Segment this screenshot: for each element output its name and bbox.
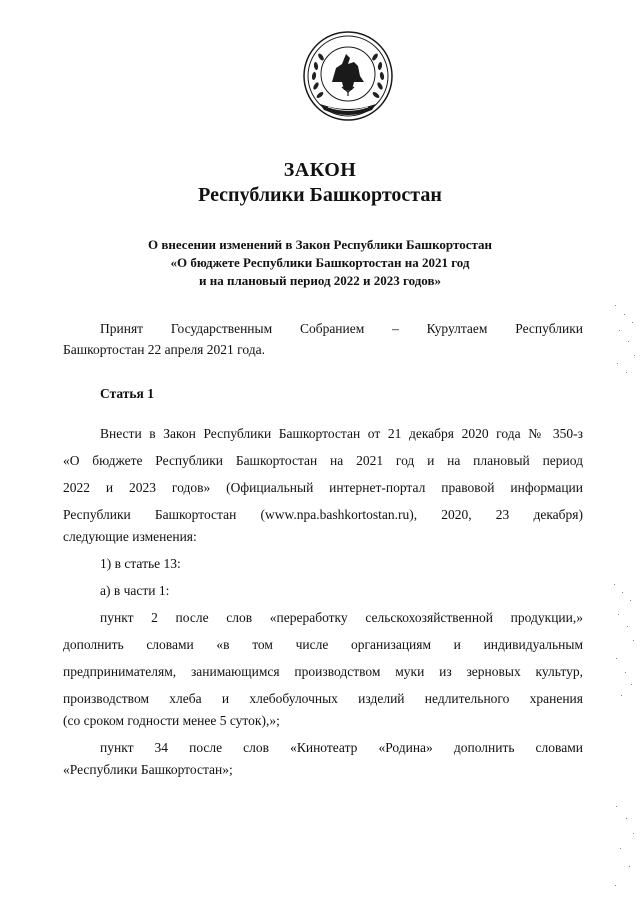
body-line: пункт 34 после слов «Кинотеатр «Родина» дополнить словами: [100, 740, 583, 755]
body-line: Республики Башкортостан (www.npa.bashkortostan.ru), 2020, 23 декабря): [63, 507, 583, 522]
scan-noise: [612, 800, 638, 900]
adoption-line: Принят Государственным Собранием – Курултаем Республики: [100, 321, 583, 336]
body-line: предпринимателям, занимающимся производством муки из зерновых культур,: [63, 664, 583, 679]
body-line: Внести в Закон Республики Башкортостан от 21 декабря 2020 года № 350-з: [100, 426, 583, 441]
body-line: «Республики Башкортостан»;: [63, 762, 233, 777]
body-line: следующие изменения:: [63, 529, 197, 544]
body-line: «О бюджете Республики Башкортостан на 2021 год и на плановый период: [63, 453, 583, 468]
adoption-line: Башкортостан 22 апреля 2021 года.: [63, 342, 265, 357]
document-title: ЗАКОН: [283, 159, 357, 181]
law-heading-line: О внесении изменений в Закон Республики Башкортостан: [148, 237, 492, 252]
body-line: (со сроком годности менее 5 суток),»;: [63, 713, 280, 728]
law-heading: [0, 236, 640, 290]
body-line: дополнить словами «в том числе организациям и индивидуальным: [63, 637, 583, 652]
scan-noise: [612, 580, 638, 700]
adoption-paragraph: [63, 315, 583, 363]
scan-noise: [612, 300, 638, 380]
law-heading-line: и на плановый период 2022 и 2023 годов»: [199, 273, 441, 288]
body-line: а) в части 1:: [100, 583, 170, 598]
body-line: пункт 2 после слов «переработку сельскохозяйственной продукции,»: [100, 610, 583, 625]
article-title: Статья 1: [100, 386, 154, 401]
article-body: [63, 420, 583, 783]
law-heading-line: «О бюджете Республики Башкортостан на 2021 год: [170, 255, 470, 270]
coat-of-arms-icon: [302, 30, 394, 122]
coat-of-arms-graphic: [302, 30, 394, 122]
body-line: 1) в статье 13:: [100, 556, 181, 571]
document-subtitle: Республики Башкортостан: [198, 184, 442, 206]
body-line: производством хлеба и хлебобулочных изделий недлительного хранения: [63, 691, 583, 706]
body-line: 2022 и 2023 годов» (Официальный интернет-портал правовой информации: [63, 480, 583, 495]
